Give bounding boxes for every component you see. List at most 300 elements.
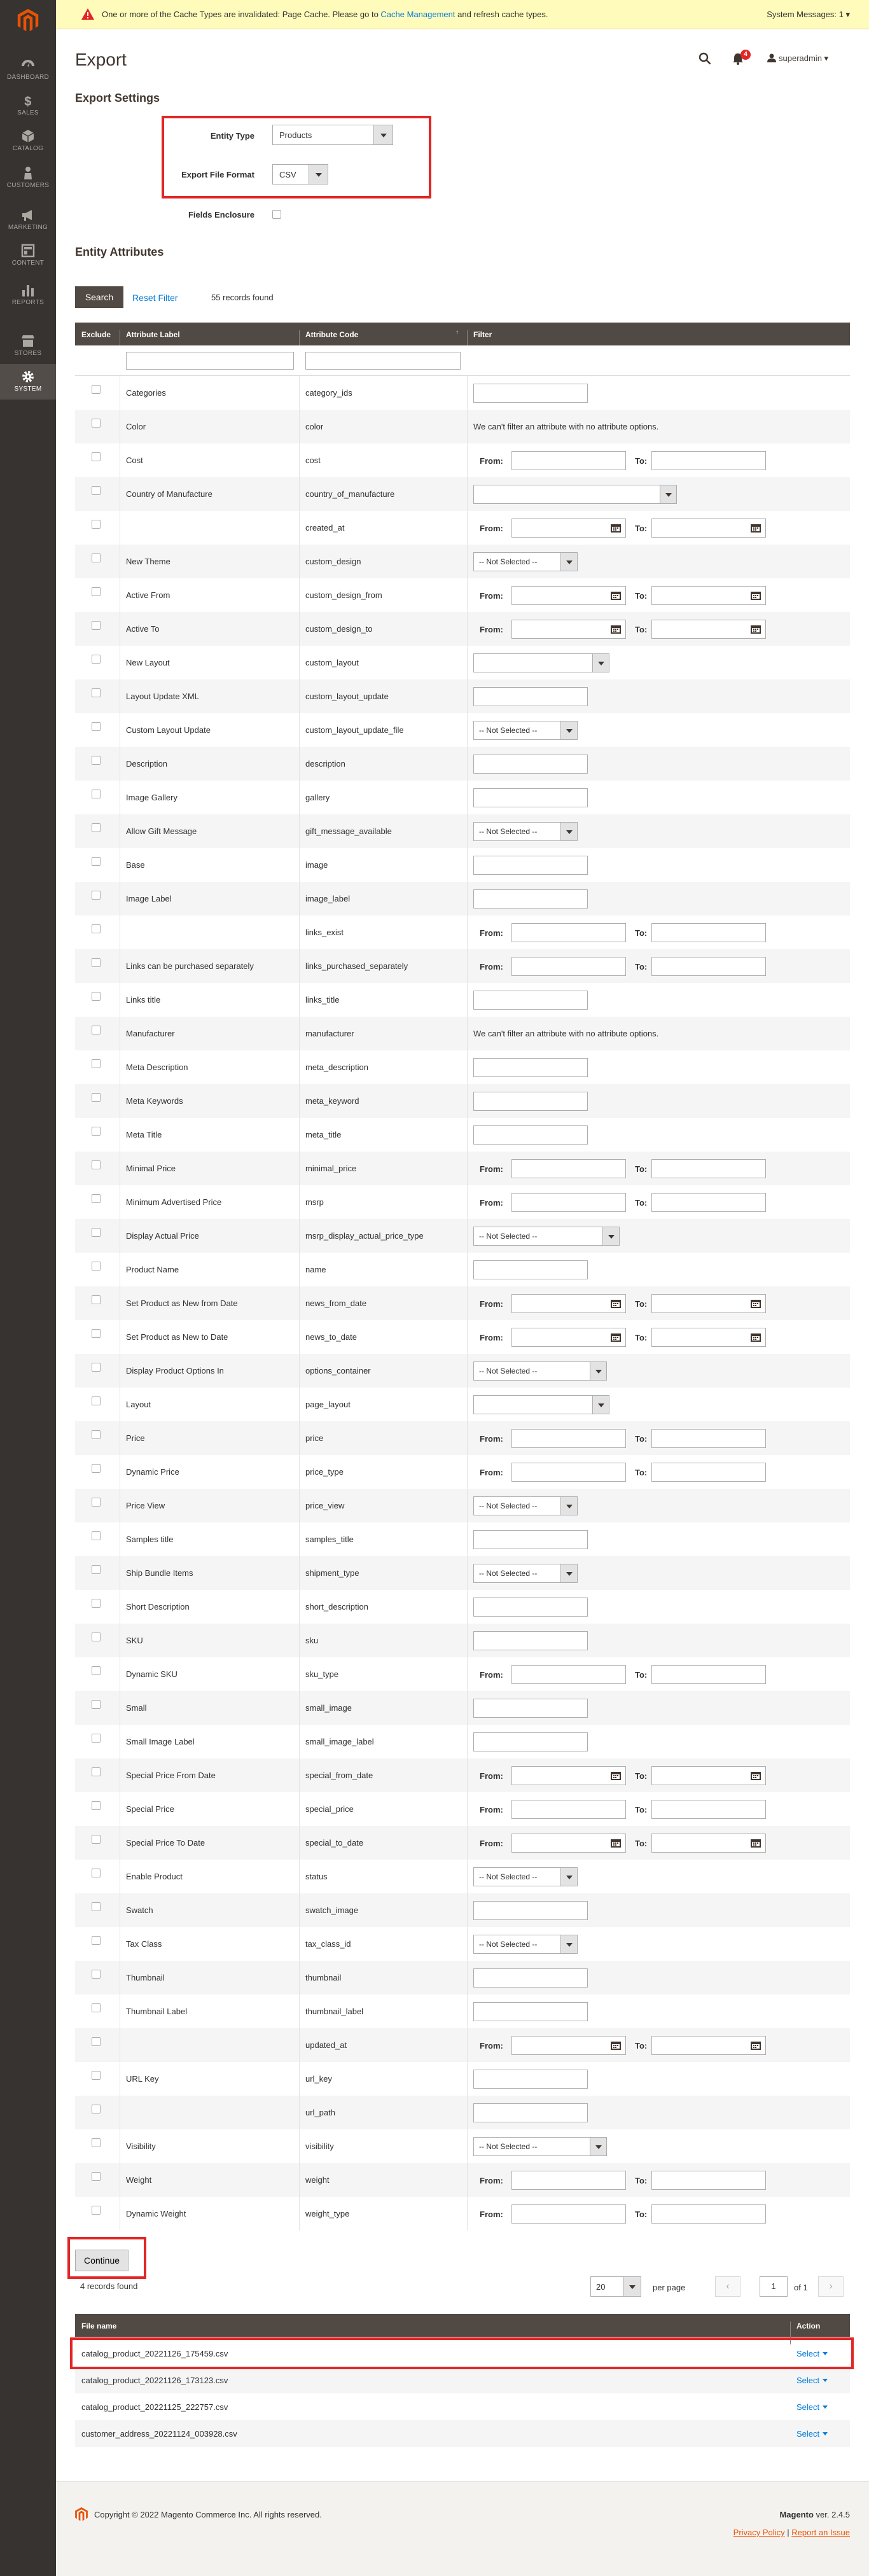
filter-from-input[interactable] [511, 1665, 626, 1684]
filter-text-input[interactable] [473, 1732, 588, 1751]
attribute-code: created_at [305, 523, 345, 533]
user-icon [767, 53, 776, 62]
calendar-icon[interactable] [610, 523, 622, 533]
cache-notice [56, 0, 869, 29]
cache-management-link[interactable]: Cache Management [380, 10, 455, 19]
filter-from-input[interactable] [511, 1193, 626, 1212]
sidebar-item-label: CATALOG [12, 145, 44, 152]
filter-select[interactable]: -- Not Selected -- [473, 1867, 578, 1886]
exclude-checkbox[interactable] [92, 790, 101, 798]
to-label: To: [635, 456, 648, 466]
attribute-row [75, 1421, 850, 1455]
per-page-select[interactable]: 20 [590, 2276, 641, 2297]
continue-button[interactable]: Continue [75, 2250, 129, 2271]
attribute-code: links_title [305, 995, 340, 1005]
attribute-row [75, 477, 850, 511]
filter-from-input[interactable] [511, 2171, 626, 2190]
to-label: To: [635, 962, 648, 971]
filter-from-input[interactable] [511, 1429, 626, 1448]
report-issue-link[interactable]: Report an Issue [791, 2528, 850, 2537]
attribute-code: name [305, 1265, 326, 1274]
attribute-row [75, 545, 850, 578]
attribute-row [75, 2129, 850, 2163]
exclude-checkbox[interactable] [92, 385, 101, 394]
exclude-checkbox[interactable] [92, 1970, 101, 1979]
attribute-row [75, 511, 850, 545]
notification-badge: 4 [740, 50, 751, 60]
exclude-checkbox[interactable] [92, 1026, 101, 1034]
exclude-checkbox[interactable] [92, 1700, 101, 1709]
records-found: 55 records found [211, 293, 274, 302]
exclude-checkbox[interactable] [92, 2105, 101, 2113]
from-label: From: [480, 2041, 503, 2050]
column-attribute-code[interactable]: Attribute Code [305, 330, 359, 339]
attribute-code: url_key [305, 2074, 332, 2084]
attribute-label: Color [126, 422, 146, 431]
attribute-label-filter-input[interactable] [126, 352, 294, 370]
calendar-icon[interactable] [750, 523, 761, 533]
attribute-code: links_purchased_separately [305, 961, 408, 971]
sort-arrow-icon: ↑ [455, 329, 459, 336]
calendar-icon[interactable] [750, 2040, 761, 2050]
filter-to-input[interactable] [651, 451, 766, 470]
exclude-checkbox[interactable] [92, 1059, 101, 1068]
exclude-checkbox[interactable] [92, 1936, 101, 1945]
exclude-checkbox[interactable] [92, 2071, 101, 2080]
filter-from-input[interactable] [511, 1834, 626, 1853]
exclude-checkbox[interactable] [92, 924, 101, 933]
exclude-checkbox[interactable] [92, 1396, 101, 1405]
exclude-checkbox[interactable] [92, 2037, 101, 2046]
entity-type-select[interactable]: Products [272, 125, 393, 145]
attribute-row [75, 1995, 850, 2028]
exclude-checkbox[interactable] [92, 1734, 101, 1743]
attribute-row [75, 1118, 850, 1152]
attribute-label: Image Gallery [126, 793, 177, 802]
file-name: catalog_product_20221125_222757.csv [81, 2402, 228, 2412]
filter-from-input[interactable] [511, 2036, 626, 2055]
filter-text-input[interactable] [473, 1092, 588, 1111]
search-button[interactable]: Search [75, 286, 123, 308]
filter-from-input[interactable] [511, 1800, 626, 1819]
exclude-checkbox[interactable] [92, 958, 101, 967]
attribute-code: short_description [305, 1602, 368, 1612]
attribute-code: custom_design_to [305, 624, 373, 634]
file-action-select[interactable]: Select [796, 2376, 828, 2385]
from-label: From: [480, 2176, 503, 2185]
attribute-label: Special Price From Date [126, 1771, 216, 1780]
to-label: To: [635, 1333, 648, 1342]
filter-select[interactable]: -- Not Selected -- [473, 1361, 607, 1381]
calendar-icon[interactable] [750, 1771, 761, 1781]
from-label: From: [480, 2210, 503, 2219]
system-messages-toggle[interactable]: System Messages: 1 ▾ [767, 10, 850, 19]
to-label: To: [635, 1198, 648, 1208]
filter-to-input[interactable] [651, 519, 766, 538]
attribute-code: special_to_date [305, 1838, 364, 1848]
filter-to-input[interactable] [651, 2171, 766, 2190]
filter-from-input[interactable] [511, 923, 626, 942]
attribute-label: Product Name [126, 1265, 179, 1274]
attribute-label: Dynamic Price [126, 1467, 179, 1477]
exclude-checkbox[interactable] [92, 520, 101, 529]
user-menu[interactable]: superadmin ▾ [767, 53, 828, 64]
attribute-code: gallery [305, 793, 330, 802]
attribute-row [75, 1556, 850, 1590]
filter-text-input[interactable] [473, 1631, 588, 1650]
attribute-row [75, 882, 850, 916]
attribute-label: Layout Update XML [126, 692, 199, 701]
exclude-checkbox[interactable] [92, 655, 101, 664]
from-label: From: [480, 1468, 503, 1477]
exclude-checkbox[interactable] [92, 1498, 101, 1507]
svg-text:$: $ [24, 95, 32, 108]
exclude-checkbox[interactable] [92, 587, 101, 596]
attribute-row [75, 1893, 850, 1927]
filter-text-input[interactable] [473, 1968, 588, 1988]
exclude-checkbox[interactable] [92, 553, 101, 562]
calendar-icon[interactable] [610, 2040, 622, 2050]
file-action-select[interactable]: Select [796, 2349, 828, 2358]
attribute-code: country_of_manufacture [305, 489, 395, 499]
page-of-label: of 1 [794, 2283, 808, 2292]
attribute-row [75, 916, 850, 949]
filter-to-input[interactable] [651, 1294, 766, 1313]
from-label: From: [480, 591, 503, 601]
attribute-label: Price View [126, 1501, 165, 1510]
from-label: From: [480, 1434, 503, 1444]
attribute-code: gift_message_available [305, 826, 392, 836]
attribute-row [75, 1489, 850, 1522]
bar-chart-icon [20, 282, 36, 298]
next-page-button[interactable]: › [818, 2276, 844, 2297]
filter-from-input[interactable] [511, 519, 626, 538]
exclude-checkbox[interactable] [92, 452, 101, 461]
calendar-icon[interactable] [610, 1771, 622, 1781]
exclude-checkbox[interactable] [92, 823, 101, 832]
filter-to-input[interactable] [651, 1328, 766, 1347]
file-action-select[interactable]: Select [796, 2429, 828, 2439]
filter-text-input[interactable] [473, 1125, 588, 1145]
filter-to-input[interactable] [651, 620, 766, 639]
filter-to-input[interactable] [651, 1159, 766, 1178]
filter-from-input[interactable] [511, 957, 626, 976]
filter-text-input[interactable] [473, 1260, 588, 1279]
attribute-code: price_view [305, 1501, 345, 1510]
file-row [75, 2393, 850, 2420]
attribute-code: minimal_price [305, 1164, 357, 1173]
exclude-checkbox[interactable] [92, 1430, 101, 1439]
sidebar-item-stores[interactable] [0, 328, 56, 364]
attribute-code: custom_design_from [305, 590, 382, 600]
column-exclude[interactable]: Exclude [81, 330, 111, 339]
page-footer [56, 2481, 869, 2576]
filter-from-input[interactable] [511, 451, 626, 470]
to-label: To: [635, 591, 648, 601]
filter-text-input[interactable] [473, 755, 588, 774]
filter-to-input[interactable] [651, 1665, 766, 1684]
exclude-checkbox[interactable] [92, 486, 101, 495]
attribute-row [75, 1050, 850, 1084]
calendar-icon[interactable] [610, 1298, 622, 1309]
magento-logo-icon[interactable] [17, 9, 39, 32]
from-label: From: [480, 456, 503, 466]
attribute-label: Short Description [126, 1602, 190, 1612]
attribute-row [75, 713, 850, 747]
attribute-code: custom_layout_update [305, 692, 389, 701]
attribute-row [75, 376, 850, 410]
filter-from-input[interactable] [511, 1463, 626, 1482]
attribute-row [75, 1758, 850, 1792]
exclude-checkbox[interactable] [92, 1801, 101, 1810]
filter-select[interactable]: -- Not Selected -- [473, 822, 578, 841]
attribute-label: Image Label [126, 894, 172, 903]
to-label: To: [635, 1805, 648, 1814]
attribute-row [75, 2028, 850, 2062]
exclude-checkbox[interactable] [92, 857, 101, 866]
store-icon [20, 333, 36, 349]
attribute-label: Active To [126, 624, 160, 634]
filter-from-input[interactable] [511, 586, 626, 605]
exclude-checkbox[interactable] [92, 756, 101, 765]
filter-text-input[interactable] [473, 991, 588, 1010]
exclude-checkbox[interactable] [92, 1329, 101, 1338]
attribute-code: thumbnail_label [305, 2007, 364, 2016]
attribute-label: Meta Title [126, 1130, 162, 1139]
filter-text-input[interactable] [473, 687, 588, 706]
filter-to-input[interactable] [651, 586, 766, 605]
exclude-checkbox[interactable] [92, 1767, 101, 1776]
attribute-row [75, 1927, 850, 1961]
export-file-format-select[interactable]: CSV [272, 164, 328, 184]
export-settings-title: Export Settings [75, 92, 160, 104]
attribute-row [75, 1017, 850, 1050]
attribute-row [75, 1624, 850, 1657]
calendar-icon[interactable] [750, 624, 761, 634]
attribute-code-filter-input[interactable] [305, 352, 461, 370]
attribute-code: sku_type [305, 1669, 339, 1679]
attribute-label: Samples title [126, 1535, 174, 1544]
attribute-code: page_layout [305, 1400, 351, 1409]
column-file-name: File name [81, 2322, 117, 2330]
fields-enclosure-checkbox[interactable] [272, 210, 281, 219]
filter-text-input[interactable] [473, 1901, 588, 1920]
attribute-label: Minimum Advertised Price [126, 1197, 222, 1207]
attribute-row [75, 646, 850, 679]
attribute-label: Manufacturer [126, 1029, 175, 1038]
filter-select[interactable]: -- Not Selected -- [473, 1496, 578, 1515]
column-attribute-label[interactable]: Attribute Label [126, 330, 180, 339]
attribute-label: Ship Bundle Items [126, 1568, 193, 1578]
filter-to-input[interactable] [651, 1429, 766, 1448]
sidebar-item-reports[interactable] [0, 277, 56, 313]
sidebar-item-content[interactable] [0, 238, 56, 274]
exclude-checkbox[interactable] [92, 2003, 101, 2012]
filter-select[interactable]: -- Not Selected -- [473, 2137, 607, 2156]
calendar-icon[interactable] [750, 590, 761, 601]
exclude-checkbox[interactable] [92, 1869, 101, 1877]
calendar-icon[interactable] [610, 1332, 622, 1342]
to-label: To: [635, 1434, 648, 1444]
sidebar-item-sales[interactable] [0, 88, 56, 123]
attribute-code: tax_class_id [305, 1939, 351, 1949]
filter-select[interactable] [473, 485, 677, 504]
attribute-code: price_type [305, 1467, 344, 1477]
exclude-checkbox[interactable] [92, 1363, 101, 1372]
filter-select[interactable]: -- Not Selected -- [473, 1227, 620, 1246]
attribute-label: Thumbnail Label [126, 2007, 188, 2016]
filter-select[interactable]: -- Not Selected -- [473, 1564, 578, 1583]
filter-to-input[interactable] [651, 2036, 766, 2055]
attribute-row [75, 1388, 850, 1421]
sidebar-item-catalog[interactable] [0, 123, 56, 159]
exclude-checkbox[interactable] [92, 1295, 101, 1304]
attribute-code: small_image [305, 1703, 352, 1713]
attribute-row [75, 1455, 850, 1489]
exclude-checkbox[interactable] [92, 1228, 101, 1237]
filter-text-input[interactable] [473, 788, 588, 807]
filter-text-input[interactable] [473, 889, 588, 909]
exclude-checkbox[interactable] [92, 1565, 101, 1574]
exclude-checkbox[interactable] [92, 1194, 101, 1203]
filter-text-input[interactable] [473, 2002, 588, 2021]
calendar-icon[interactable] [610, 1838, 622, 1848]
sidebar-item-marketing[interactable] [0, 202, 56, 238]
exclude-checkbox[interactable] [92, 621, 101, 630]
attribute-label: Special Price [126, 1804, 174, 1814]
attribute-row [75, 1860, 850, 1893]
calendar-icon[interactable] [750, 1838, 761, 1848]
attribute-row [75, 1961, 850, 1995]
attribute-row [75, 1590, 850, 1624]
attribute-label: Set Product as New to Date [126, 1332, 228, 1342]
filter-to-input[interactable] [651, 1193, 766, 1212]
filter-text-input[interactable] [473, 1598, 588, 1617]
exclude-checkbox[interactable] [92, 2206, 101, 2215]
filter-select[interactable] [473, 1395, 609, 1414]
attribute-label: Dynamic Weight [126, 2209, 186, 2218]
to-label: To: [635, 928, 648, 938]
filter-select[interactable]: -- Not Selected -- [473, 1935, 578, 1954]
to-label: To: [635, 1771, 648, 1781]
attribute-code: custom_layout_update_file [305, 725, 404, 735]
filter-from-input[interactable] [511, 2204, 626, 2224]
filter-select[interactable]: -- Not Selected -- [473, 552, 578, 571]
attribute-row [75, 1657, 850, 1691]
attribute-code: image [305, 860, 328, 870]
exclude-checkbox[interactable] [92, 1093, 101, 1102]
column-action: Action [796, 2322, 821, 2330]
page-number-input[interactable]: 1 [760, 2276, 788, 2297]
filter-from-input[interactable] [511, 1159, 626, 1178]
file-action-select[interactable]: Select [796, 2402, 828, 2412]
filter-from-input[interactable] [511, 620, 626, 639]
from-label: From: [480, 1333, 503, 1342]
sidebar-item-label: CONTENT [11, 260, 45, 267]
filter-select[interactable]: -- Not Selected -- [473, 721, 578, 740]
per-page-label: per page [653, 2283, 686, 2292]
previous-page-button[interactable]: ‹ [715, 2276, 740, 2297]
attribute-code: price [305, 1433, 324, 1443]
exclude-checkbox[interactable] [92, 688, 101, 697]
filter-to-input[interactable] [651, 957, 766, 976]
filter-from-input[interactable] [511, 1328, 626, 1347]
filter-text-input[interactable] [473, 2103, 588, 2122]
attribute-label: SKU [126, 1636, 143, 1645]
filter-select[interactable] [473, 653, 609, 672]
to-label: To: [635, 625, 648, 634]
filter-to-input[interactable] [651, 1834, 766, 1853]
attribute-row [75, 578, 850, 612]
exclude-checkbox[interactable] [92, 992, 101, 1001]
filter-to-input[interactable] [651, 2204, 766, 2224]
exclude-checkbox[interactable] [92, 891, 101, 900]
filter-text-input[interactable] [473, 2070, 588, 2089]
attribute-code: manufacturer [305, 1029, 354, 1038]
filter-text-input[interactable] [473, 1530, 588, 1549]
attribute-row [75, 1084, 850, 1118]
from-label: From: [480, 1299, 503, 1309]
calendar-icon[interactable] [750, 1332, 761, 1342]
filter-text-input[interactable] [473, 384, 588, 403]
exclude-checkbox[interactable] [92, 1902, 101, 1911]
filter-to-input[interactable] [651, 1800, 766, 1819]
sidebar-item-system[interactable] [0, 364, 56, 400]
attribute-label: Small [126, 1703, 147, 1713]
exclude-checkbox[interactable] [92, 419, 101, 428]
exclude-checkbox[interactable] [92, 1464, 101, 1473]
search-icon[interactable] [699, 52, 711, 65]
filter-text-input[interactable] [473, 1058, 588, 1077]
exclude-checkbox[interactable] [92, 1160, 101, 1169]
exclude-checkbox[interactable] [92, 1599, 101, 1608]
calendar-icon[interactable] [750, 1298, 761, 1309]
attribute-label: Custom Layout Update [126, 725, 211, 735]
filter-text-input[interactable] [473, 1699, 588, 1718]
privacy-policy-link[interactable]: Privacy Policy [733, 2528, 785, 2537]
filter-to-input[interactable] [651, 1463, 766, 1482]
from-label: From: [480, 1198, 503, 1208]
filter-to-input[interactable] [651, 1766, 766, 1785]
exclude-checkbox[interactable] [92, 722, 101, 731]
reset-filter-link[interactable]: Reset Filter [132, 293, 178, 303]
filter-to-input[interactable] [651, 923, 766, 942]
exclude-checkbox[interactable] [92, 1835, 101, 1844]
attribute-label: Links title [126, 995, 161, 1005]
filter-from-input[interactable] [511, 1294, 626, 1313]
exclude-checkbox[interactable] [92, 1262, 101, 1271]
sidebar-item-label: CUSTOMERS [6, 182, 50, 189]
sidebar-item-customers[interactable] [0, 160, 56, 196]
file-name: catalog_product_20221126_175459.csv [81, 2349, 228, 2358]
to-label: To: [635, 2176, 648, 2185]
filter-text-input[interactable] [473, 856, 588, 875]
attribute-code: msrp [305, 1197, 324, 1207]
filter-from-input[interactable] [511, 1766, 626, 1785]
file-row [75, 2420, 850, 2447]
calendar-icon[interactable] [610, 624, 622, 634]
exclude-checkbox[interactable] [92, 1633, 101, 1641]
sidebar-item-label: STORES [14, 350, 42, 357]
attribute-code: thumbnail [305, 1973, 342, 1982]
exclude-checkbox[interactable] [92, 1531, 101, 1540]
exclude-checkbox[interactable] [92, 2172, 101, 2181]
sidebar-item-dashboard[interactable] [0, 52, 56, 88]
exclude-checkbox[interactable] [92, 2138, 101, 2147]
exclude-checkbox[interactable] [92, 1127, 101, 1136]
exclude-checkbox[interactable] [92, 1666, 101, 1675]
calendar-icon[interactable] [610, 590, 622, 601]
